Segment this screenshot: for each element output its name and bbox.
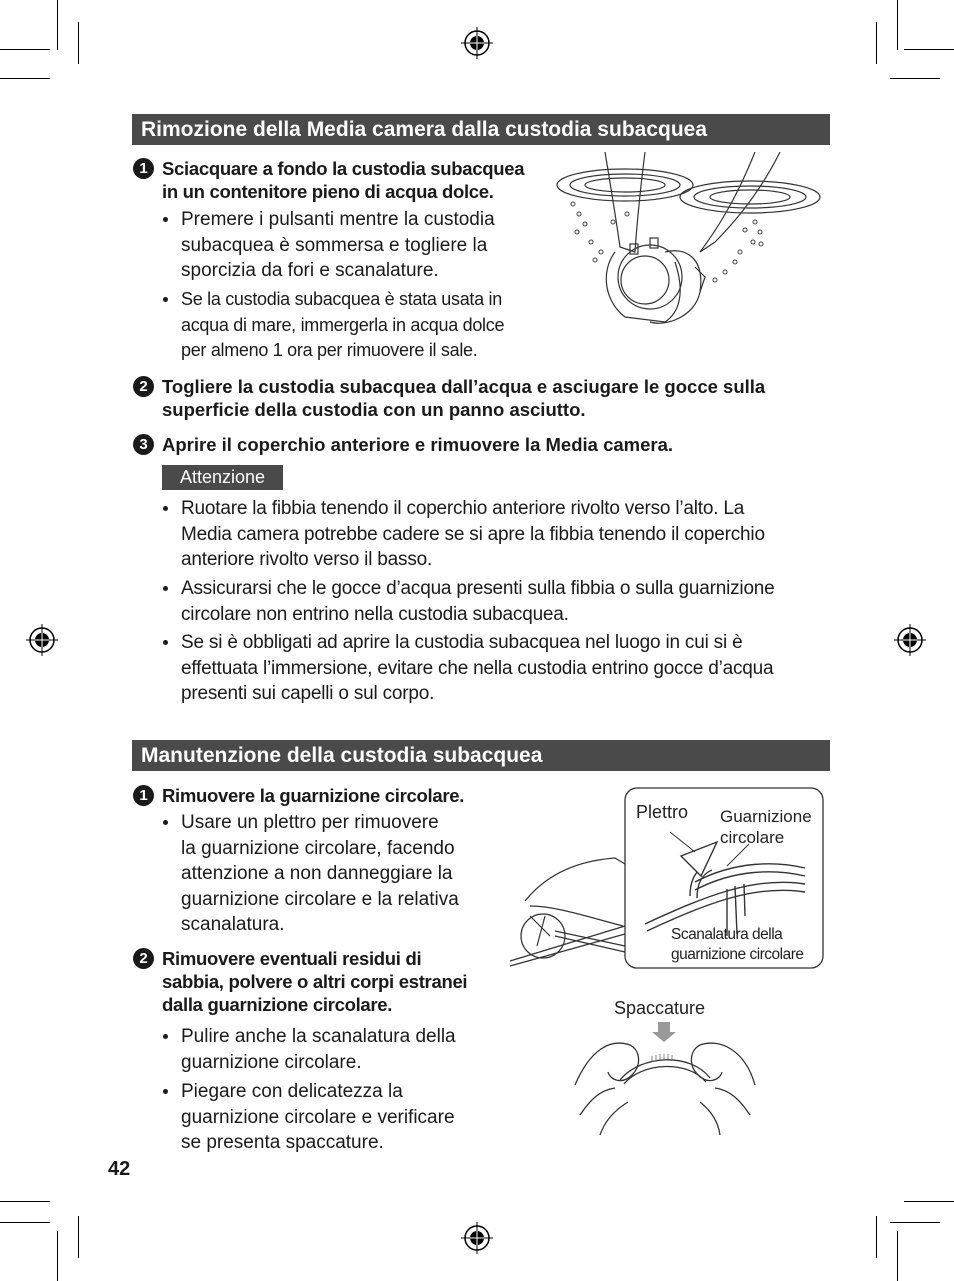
section-title: Manutenzione della custodia subacquea (132, 740, 830, 771)
bullet-dot (163, 586, 168, 591)
bullet-dot (163, 820, 168, 825)
step-number: 1 (133, 785, 154, 806)
page-number: 42 (108, 1158, 131, 1180)
bullet-text: Pulire anche la scanalatura della guarnizione circolare. (181, 1026, 456, 1073)
bullet-dot (163, 506, 168, 511)
bullet-dot (163, 1089, 168, 1094)
oring-label: Guarnizione circolare (720, 807, 812, 847)
bullet-dot (163, 640, 168, 645)
step-heading: Rimuovere eventuali residui di sabbia, polvere o altri corpi estranei dalla guarnizione circolare. (162, 948, 468, 1015)
step-number: 2 (133, 948, 154, 969)
bullet-dot (163, 1034, 168, 1039)
bullet-text: Assicurarsi che le gocce d’acqua presenti sulla fibbia o sulla guarnizione circolare non entrino nella custodia subacquea. (181, 578, 775, 625)
bullet-text: Ruotare la fibbia tenendo il coperchio anteriore rivolto verso l’alto. La Media camera potrebbe cadere se si apre la fibbia tenendo il coperchio anteriore rivolto verso il basso. (181, 498, 765, 570)
section-title: Rimozione della Media camera dalla custodia subacquea (132, 114, 830, 145)
cracks-label: Spaccature (614, 998, 706, 1018)
bullet-text: Usare un plettro per rimuovere la guarnizione circolare, facendo attenzione a non danneggiare la guarnizione circolare e la relativa scanalatura. (181, 812, 459, 935)
groove-label: Scanalatura della guarnizione circolare (671, 926, 804, 963)
note-label: Attenzione (162, 465, 283, 490)
step-heading: Rimuovere la guarnizione circolare. (162, 785, 465, 806)
rinse-illustration (555, 152, 830, 330)
pick-label: Plettro (636, 802, 689, 822)
registration-mark-bottom (461, 1222, 493, 1254)
step-number: 3 (133, 434, 154, 455)
oring-bending-illustration (570, 1020, 760, 1140)
step-heading: Togliere la custodia subacquea dall’acqua e asciugare le gocce sulla superficie della custodia con un panno asciutto. (162, 376, 766, 420)
bullet-text: Se la custodia subacquea è stata usata in acqua di mare, immergerla in acqua dolce per almeno 1 ora per rimuovere il sale. (181, 289, 505, 360)
bullet-dot (163, 297, 168, 302)
registration-mark-left (26, 624, 58, 656)
bullet-dot (163, 217, 168, 222)
bullet-text: Premere i pulsanti mentre la custodia subacquea è sommersa e togliere la sporcizia da fori e scanalature. (181, 209, 495, 281)
registration-mark-right (894, 624, 926, 656)
bullet-text: Se si è obbligati ad aprire la custodia subacquea nel luogo in cui si è effettuata l’immersione, evitare che nella custodia entrino gocce d’acqua presenti sui capelli o sul corpo. (181, 632, 774, 704)
registration-mark-top (461, 27, 493, 59)
step-number: 2 (133, 376, 154, 397)
step-heading: Aprire il coperchio anteriore e rimuovere la Media camera. (162, 434, 674, 455)
bullet-text: Piegare con delicatezza la guarnizione circolare e verificare se presenta spaccature. (181, 1081, 455, 1153)
step-number: 1 (133, 158, 154, 179)
step-heading: Sciacquare a fondo la custodia subacquea in un contenitore pieno di acqua dolce. (162, 158, 525, 202)
